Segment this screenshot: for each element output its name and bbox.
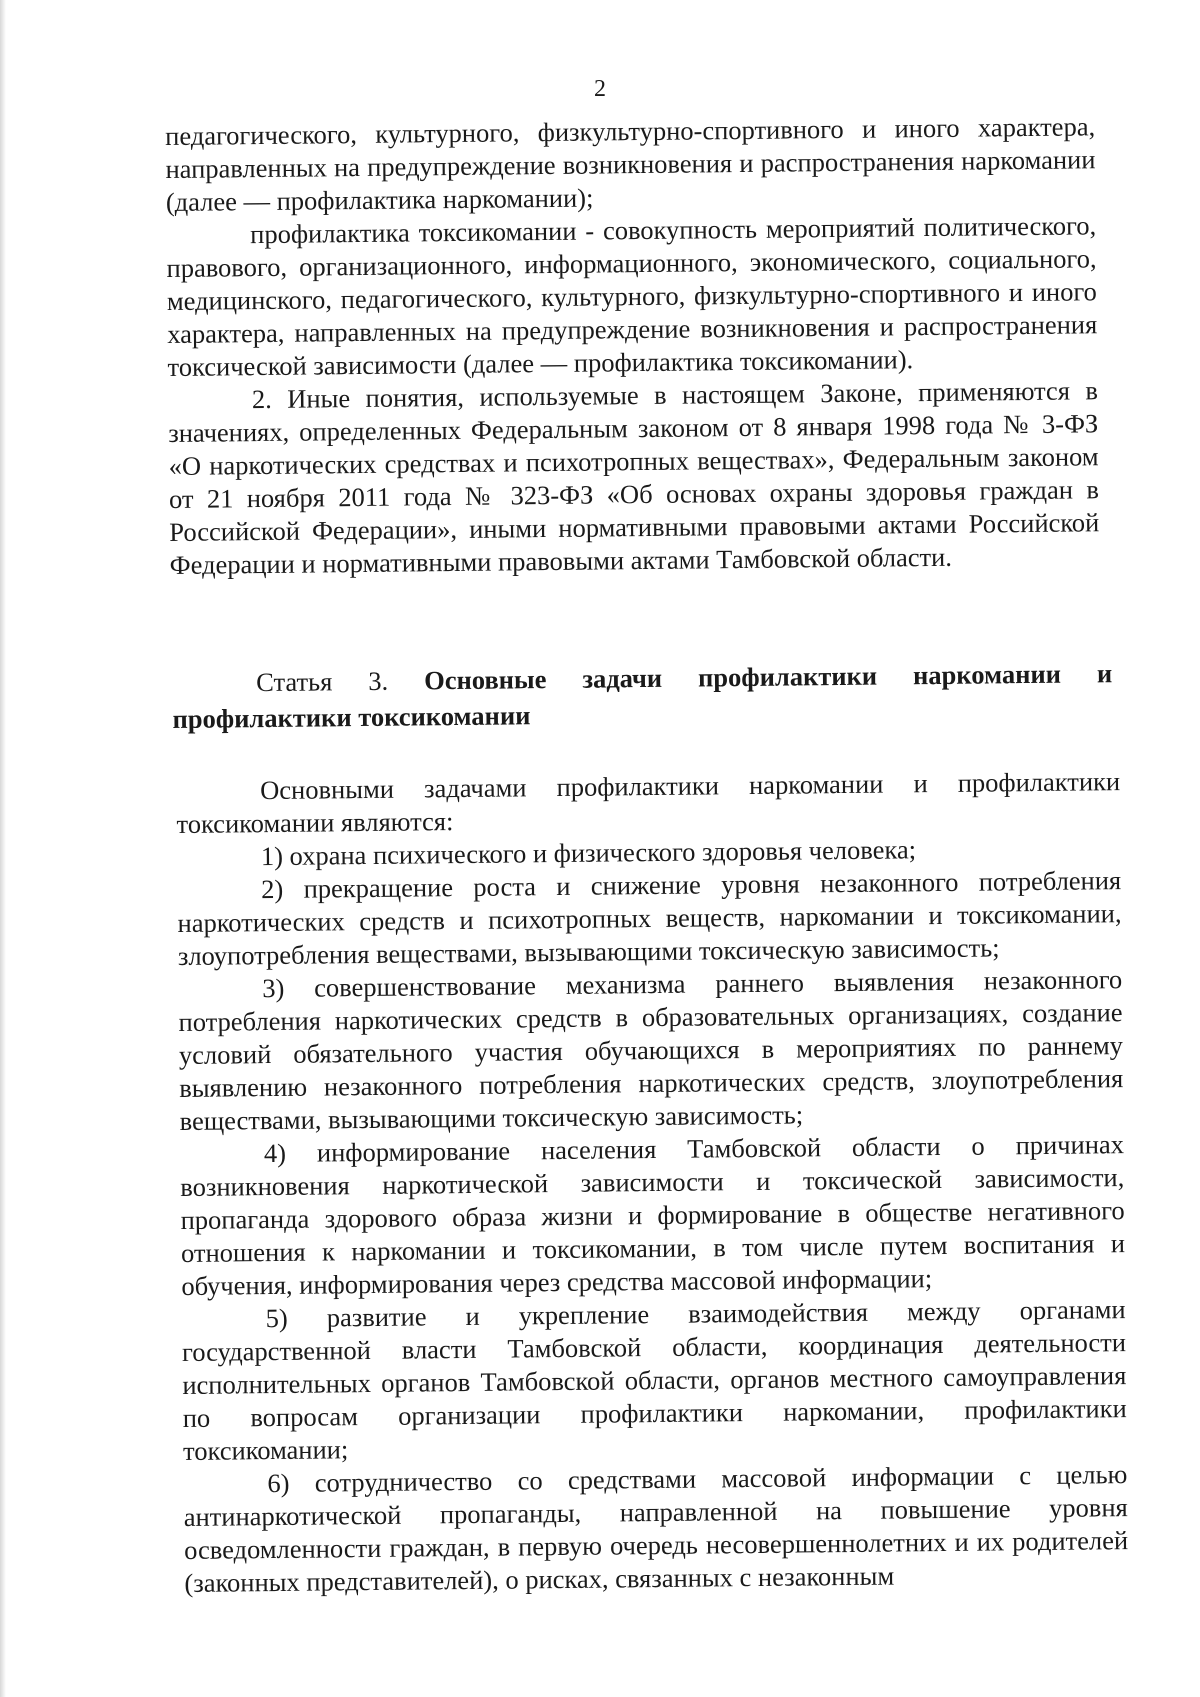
article-3-heading <box>172 655 1113 737</box>
article-title: Основные задачи профилактики наркомании и профилактики токсикомании <box>172 658 1113 734</box>
list-item-1: 1) охрана психического и физического здоровья человека; <box>260 834 917 872</box>
paragraph-toxicomania-definition: профилактика токсикомании - совокупность мероприятий политического, правового, организационного, информационного, экономического, социального, медицинского, педагогического, культурного, физкультурно-спортивного и иного характера, направленных на предупреждение возникновения и распространения токсической зависимости (далее — профилактика токсикомании). <box>166 210 1098 382</box>
scan-edge <box>0 0 6 1697</box>
page-number: 2 <box>594 76 606 102</box>
paragraph-other-terms: 2. Иные понятия, используемые в настоящем Законе, применяются в значениях, определенных Федеральным законом от 8 января 1998 года № 3-ФЗ «О наркотических средствах и психотропных веществах», Федеральным законом от 21 ноября 2011 года № 323-ФЗ «Об основах охраны здоровья граждан в Российской Федерации», иными нормативными правовыми актами Российской Федерации и нормативными правовыми актами Тамбовской области. <box>168 375 1100 580</box>
list-item-4: 4) информирование населения Тамбовской области о причинах возникновения наркотической зависимости и токсической зависимости, пропаганда здорового образа жизни и формирование в обществе негативного отношения к наркомании и токсикомании, в том числе путем воспитания и обучения, информирования через средства массовой информации; <box>180 1129 1126 1301</box>
text-block-definitions <box>165 110 1100 582</box>
list-item-6: 6) сотрудничество со средствами массовой информации с целью антинаркотической пропаганды, направленной на повышение уровня осведомленности граждан, в первую очередь несовершеннолетних и их родителей (законных представителей), о рисках, связанных с незаконным <box>183 1459 1129 1598</box>
list-item-3: 3) совершенствование механизма раннего выявления незаконного потребления наркотических средств в образовательных организациях, создание условий обязательного участия обучающихся в мероприятиях по раннему выявлению незаконного потребления наркотических средств, злоупотребления веществами, вызывающими токсическую зависимость; <box>178 964 1124 1136</box>
paragraph-continuation: педагогического, культурного, физкультурно-спортивного и иного характера, направленных на предупреждение возникновения и распространения наркомании (далее — профилактика наркомании); <box>165 111 1096 217</box>
paragraph-tasks-intro: Основными задачами профилактики наркомании и профилактики токсикомании являются: <box>176 766 1121 839</box>
article-heading <box>172 655 1113 737</box>
text-block-tasks <box>176 765 1129 1600</box>
list-item-2: 2) прекращение роста и снижение уровня незаконного потребления наркотических средств и психотропных веществ, наркомании и токсикомании, злоупотребления веществами, вызывающими токсическую зависимость; <box>177 865 1122 971</box>
article-number: Статья 3. <box>256 665 389 698</box>
list-item-5: 5) развитие и укрепление взаимодействия между органами государственной власти Тамбовской области, координация деятельности исполнительных органов Тамбовской области, органов местного самоуправления по вопросам организации профилактики наркомании, профилактики токсикомании; <box>181 1294 1127 1466</box>
